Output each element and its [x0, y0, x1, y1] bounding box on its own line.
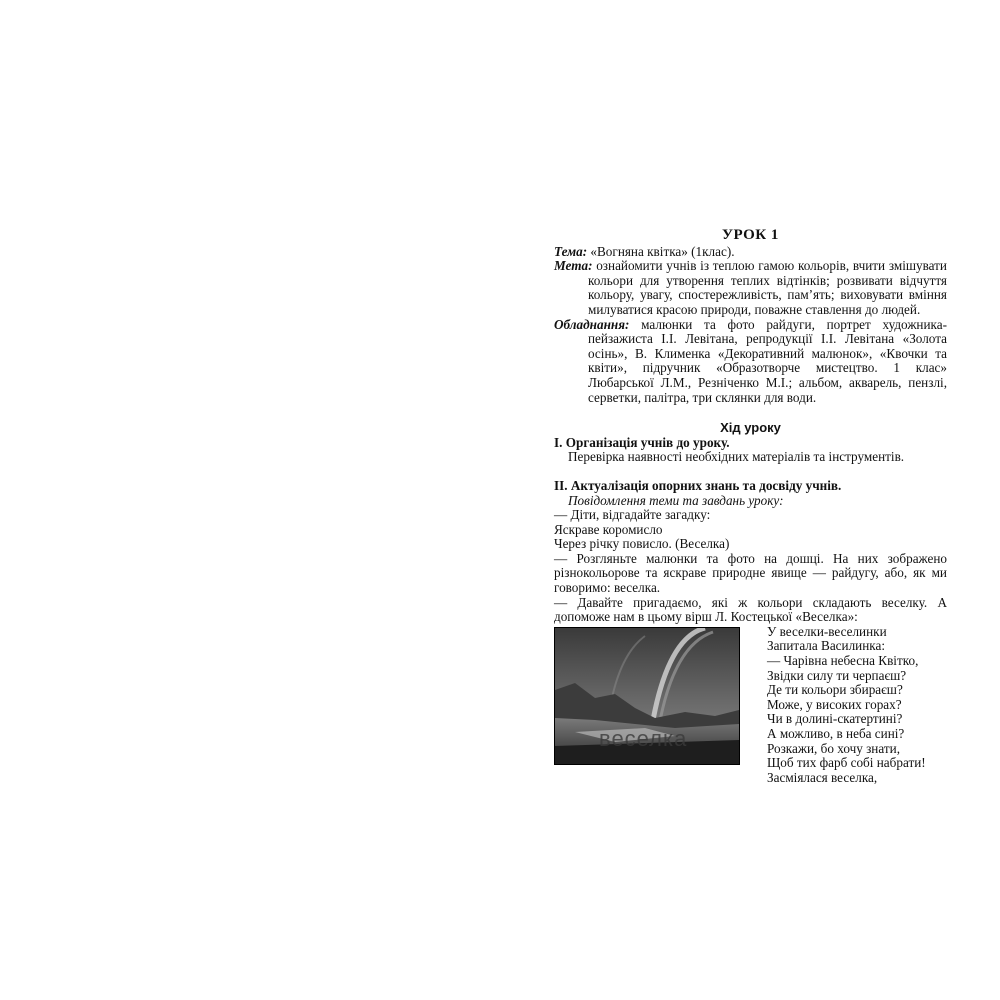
meta-entry — [554, 259, 947, 317]
poem-text — [767, 625, 926, 786]
obladnannia-entry — [554, 318, 947, 406]
poem-block — [554, 625, 947, 805]
section2-heading: ІІ. Актуалізація опорних знань та досвіду учнів. — [554, 477, 842, 493]
section1-text: Перевірка наявності необхідних матеріалів та інструментів. — [568, 449, 905, 465]
poem-line: Щоб тих фарб собі набрати! — [767, 755, 926, 771]
poem-line: Розкажи, бо хочу знати, — [767, 740, 900, 756]
rainbow-photo — [554, 627, 740, 765]
poem-line: Звідки силу ти черпаєш? — [767, 667, 907, 683]
obladnannia-label: Обладнання: — [554, 316, 630, 332]
riddle-line-2: Яскраве коромисло — [554, 521, 663, 537]
hid-uroku-heading: Хід уроку — [720, 420, 781, 436]
poem-line: Чи в долині-скатертині? — [767, 711, 903, 727]
section2-subheading: Повідомлення теми та завдань уроку: — [568, 492, 784, 508]
meta-text: ознайомити учнів із теплою гамою кольорів, вчити змішувати кольори для утворення теплих відтінків; розвивати відчуття кольору, увагу, спостережливість, пам’ять; виховувати вміння милуватися красою природи, поважне ставлення до людей. — [588, 258, 947, 317]
lesson-title: УРОК 1 — [722, 227, 779, 243]
lesson-page — [554, 228, 947, 805]
meta-label: Мета: — [554, 258, 593, 274]
poem-line: А можливо, в неба сині? — [767, 726, 905, 741]
tema-entry — [554, 245, 947, 260]
paragraph-2: — Давайте пригадаємо, які ж кольори складають веселку. А допоможе нам в цьому вірш Л. Костецької «Веселка»: — [554, 594, 947, 625]
poem-line: Де ти кольори збираєш? — [767, 682, 903, 698]
tema-text: «Вогняна квітка» (1клас). — [590, 243, 735, 259]
poem-line: Може, у високих горах? — [767, 696, 902, 712]
paragraph-1: — Розгляньте малюнки та фото на дошці. На них зображено різнокольорове та яскраве природне явище — райдугу, або, як ми говоримо: веселка. — [554, 550, 947, 596]
poem-line: У веселки-веселинки — [767, 623, 887, 639]
poem-line: — Чарівна небесна Квітко, — [767, 653, 919, 669]
poem-line: Засміялася веселка, — [767, 769, 878, 785]
obladnannia-text: малюнки та фото райдуги, портрет художника-пейзажиста І.І. Левітана, репродукції І.І. Левітана «Золота осінь», В. Клименка «Декоративний малюнок», «Квочки та квіти», підручник «Образотворче мистецтво. 1 клас» Любарської Л.М., Резніченко М.І.; альбом, акварель, пензлі, серветки, палітра, три склянки для води. — [588, 316, 948, 405]
riddle-line-1: — Діти, відгадайте загадку: — [554, 507, 711, 523]
photo-caption: веселка — [599, 725, 688, 751]
tema-label: Тема: — [554, 243, 588, 259]
section1-heading: І. Організація учнів до уроку. — [554, 434, 730, 450]
riddle-line-3: Через річку повисло. (Веселка) — [554, 536, 730, 552]
poem-line: Запитала Василинка: — [767, 638, 886, 654]
